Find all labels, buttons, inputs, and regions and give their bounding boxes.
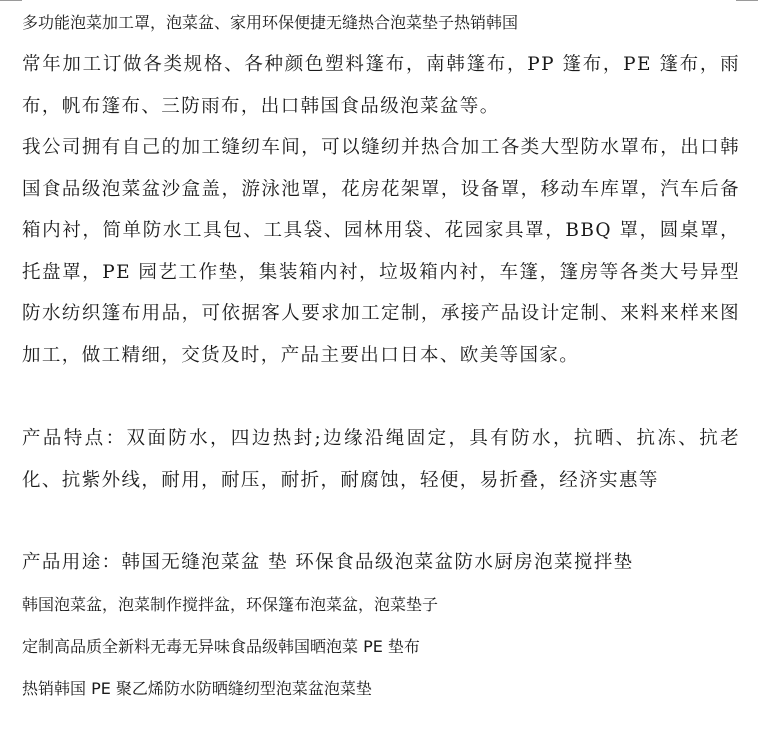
usage-paragraph: 产品用途：韩国无缝泡菜盆 垫 环保食品级泡菜盆防水厨房泡菜搅拌垫 [22,552,634,573]
page-heading: 多功能泡菜加工罩，泡菜盆、家用环保便捷无缝热合泡菜垫子热销韩国 [22,13,519,32]
company-paragraph: 我公司拥有自己的加工缝纫车间，可以缝纫并热合加工各类大型防水罩布，出口韩国食品级泡菜盆沙盒盖，游泳池罩，花房花架罩，设备罩，移动车库罩，汽车后备箱内衬，简单防水工具包、工具袋、园林用袋、花园家具罩，BBQ 罩，圆桌罩，托盘罩，PE 园艺工作垫，集装箱内衬，垃圾箱内衬，车篷，篷房等各类大号异型防水纺织篷布用品，可依据客人要求加工定制，承接产品设计定制、来料来样来图加工，做工精细，交货及时，产品主要出口日本、欧美等国家。 [22,137,740,366]
top-right-divider [736,0,758,1]
intro-paragraph: 常年加工订做各类规格、各种颜色塑料篷布，南韩篷布，PP 篷布，PE 篷布，雨布，帆布篷布、三防雨布，出口韩国食品级泡菜盆等。 [22,54,740,117]
features-paragraph: 产品特点：双面防水，四边热封;边缘沿绳固定，具有防水，抗晒、抗冻、抗老化、抗紫外线，耐用，耐压，耐折，耐腐蚀，轻便，易折叠，经济实惠等 [22,428,740,491]
product-line-2: 定制高品质全新料无毒无异味食品级韩国晒泡菜 PE 垫布 [22,637,420,656]
top-left-divider [0,0,22,1]
product-line-1: 韩国泡菜盆，泡菜制作搅拌盆，环保篷布泡菜盆，泡菜垫子 [22,595,439,614]
product-line-3: 热销韩国 PE 聚乙烯防水防晒缝纫型泡菜盆泡菜垫 [22,679,372,698]
